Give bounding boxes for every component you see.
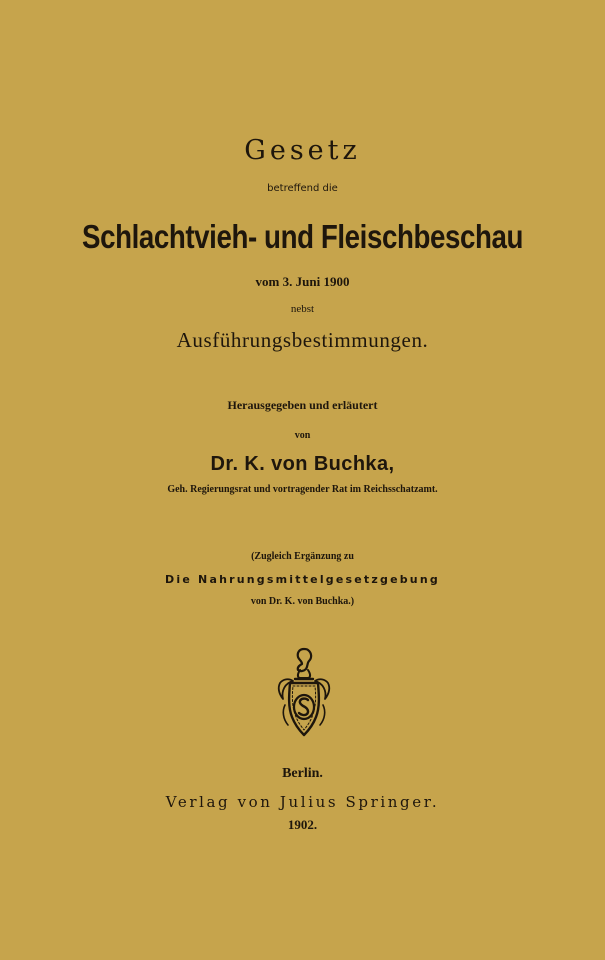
- author-role: Geh. Regierungsrat und vortragender Rat im Reichsschatzamt.: [167, 484, 438, 495]
- subtitle: Ausführungsbestimmungen.: [176, 328, 429, 352]
- supplement-author: von Dr. K. von Buchka.): [250, 596, 355, 607]
- main-title: Schlachtvieh- und Fleischbeschau: [82, 218, 523, 255]
- date-line: vom 3. Juni 1900: [255, 274, 350, 289]
- concerning-line: betreffend die: [267, 183, 338, 194]
- springer-emblem-icon: [271, 645, 337, 741]
- publication-place: Berlin.: [282, 766, 323, 781]
- publication-year: 1902.: [287, 817, 318, 832]
- edited-line: Herausgegeben und erläutert: [227, 398, 378, 412]
- von-line: von: [294, 430, 311, 441]
- supplement-line: (Zugleich Ergänzung zu: [251, 551, 354, 562]
- cover-title: Gesetz: [244, 135, 361, 166]
- publisher-line: Verlag von Julius Springer.: [165, 793, 440, 811]
- nebst-line: nebst: [290, 303, 315, 315]
- supplement-title: Die Nahrungsmittelgesetzgebung: [165, 573, 440, 586]
- author-name: Dr. K. von Buchka,: [210, 453, 395, 475]
